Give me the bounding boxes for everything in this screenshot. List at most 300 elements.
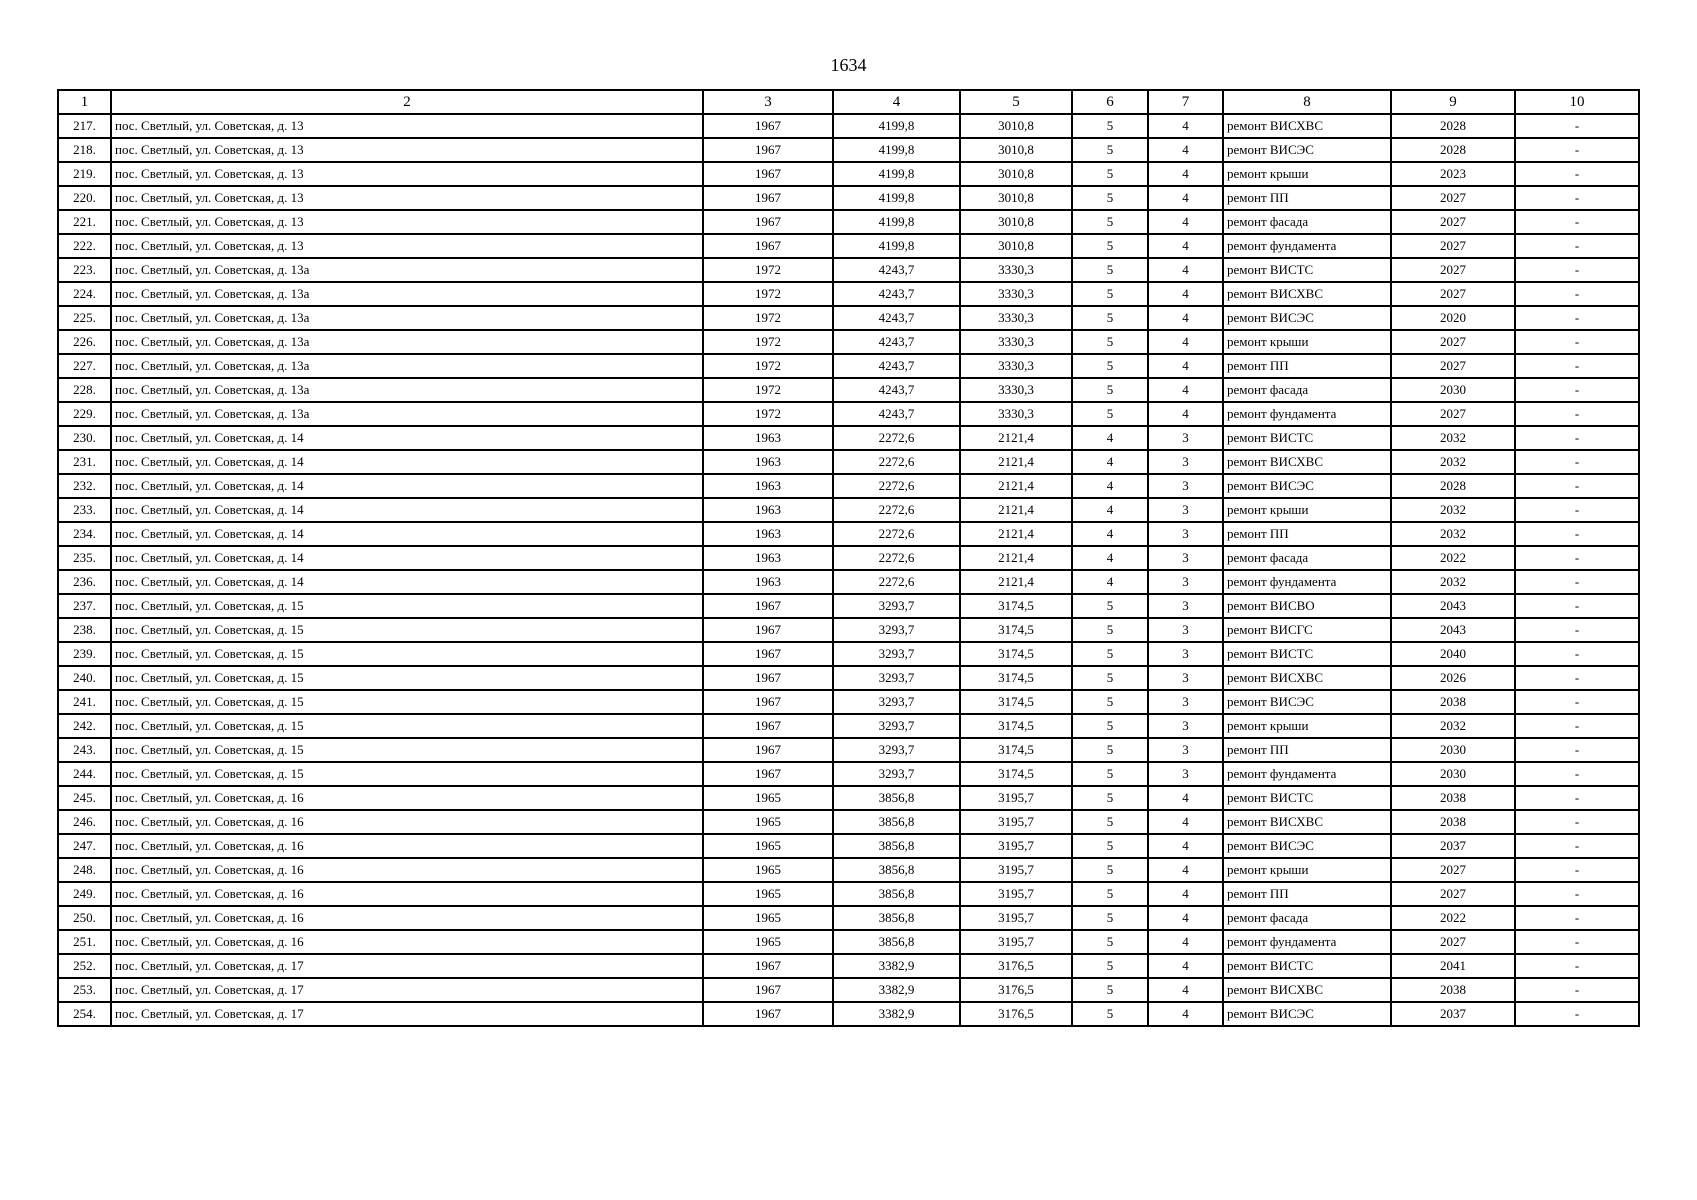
cell-work-type: ремонт крыши xyxy=(1223,498,1391,522)
cell-note: - xyxy=(1515,258,1639,282)
cell-row-number: 242. xyxy=(58,714,111,738)
cell-living-area: 3174,5 xyxy=(960,762,1072,786)
cell-note: - xyxy=(1515,666,1639,690)
cell-planned-year: 2027 xyxy=(1391,234,1515,258)
cell-note: - xyxy=(1515,930,1639,954)
cell-year-built: 1967 xyxy=(703,186,833,210)
cell-floors: 5 xyxy=(1072,786,1148,810)
cell-planned-year: 2027 xyxy=(1391,402,1515,426)
cell-floors: 4 xyxy=(1072,474,1148,498)
cell-note: - xyxy=(1515,354,1639,378)
cell-address: пос. Светлый, ул. Советская, д. 13 xyxy=(111,234,703,258)
table-row xyxy=(58,450,1639,474)
cell-floors: 5 xyxy=(1072,162,1148,186)
cell-address: пос. Светлый, ул. Советская, д. 13а xyxy=(111,354,703,378)
cell-planned-year: 2027 xyxy=(1391,186,1515,210)
table-row xyxy=(58,114,1639,138)
cell-planned-year: 2040 xyxy=(1391,642,1515,666)
cell-total-area: 4199,8 xyxy=(833,234,960,258)
cell-year-built: 1967 xyxy=(703,690,833,714)
cell-floors: 5 xyxy=(1072,234,1148,258)
cell-row-number: 217. xyxy=(58,114,111,138)
cell-year-built: 1965 xyxy=(703,930,833,954)
cell-floors: 5 xyxy=(1072,714,1148,738)
cell-year-built: 1967 xyxy=(703,618,833,642)
table-row xyxy=(58,762,1639,786)
cell-address: пос. Светлый, ул. Советская, д. 14 xyxy=(111,474,703,498)
cell-work-type: ремонт ВИСТС xyxy=(1223,642,1391,666)
cell-total-area: 3856,8 xyxy=(833,906,960,930)
cell-planned-year: 2032 xyxy=(1391,570,1515,594)
cell-entrances: 3 xyxy=(1148,498,1223,522)
cell-year-built: 1967 xyxy=(703,954,833,978)
cell-floors: 5 xyxy=(1072,378,1148,402)
cell-year-built: 1963 xyxy=(703,474,833,498)
cell-work-type: ремонт ВИСХВС xyxy=(1223,450,1391,474)
cell-living-area: 3330,3 xyxy=(960,306,1072,330)
cell-address: пос. Светлый, ул. Советская, д. 15 xyxy=(111,762,703,786)
cell-address: пос. Светлый, ул. Советская, д. 17 xyxy=(111,978,703,1002)
cell-address: пос. Светлый, ул. Советская, д. 15 xyxy=(111,594,703,618)
cell-note: - xyxy=(1515,378,1639,402)
cell-entrances: 3 xyxy=(1148,522,1223,546)
cell-living-area: 3010,8 xyxy=(960,210,1072,234)
table-row xyxy=(58,138,1639,162)
cell-work-type: ремонт ПП xyxy=(1223,882,1391,906)
cell-note: - xyxy=(1515,594,1639,618)
cell-address: пос. Светлый, ул. Советская, д. 13 xyxy=(111,114,703,138)
table-row xyxy=(58,162,1639,186)
cell-work-type: ремонт ВИСТС xyxy=(1223,258,1391,282)
table-row xyxy=(58,882,1639,906)
cell-year-built: 1967 xyxy=(703,234,833,258)
cell-total-area: 2272,6 xyxy=(833,498,960,522)
cell-row-number: 250. xyxy=(58,906,111,930)
cell-living-area: 3330,3 xyxy=(960,282,1072,306)
cell-floors: 5 xyxy=(1072,810,1148,834)
cell-planned-year: 2037 xyxy=(1391,1002,1515,1026)
cell-living-area: 3176,5 xyxy=(960,954,1072,978)
cell-living-area: 3174,5 xyxy=(960,714,1072,738)
cell-total-area: 3293,7 xyxy=(833,594,960,618)
cell-floors: 5 xyxy=(1072,618,1148,642)
cell-work-type: ремонт ПП xyxy=(1223,738,1391,762)
column-header-7: 7 xyxy=(1148,90,1223,114)
cell-row-number: 239. xyxy=(58,642,111,666)
cell-living-area: 3010,8 xyxy=(960,234,1072,258)
cell-row-number: 227. xyxy=(58,354,111,378)
cell-address: пос. Светлый, ул. Советская, д. 13 xyxy=(111,162,703,186)
cell-note: - xyxy=(1515,738,1639,762)
cell-floors: 5 xyxy=(1072,978,1148,1002)
cell-note: - xyxy=(1515,402,1639,426)
cell-planned-year: 2038 xyxy=(1391,786,1515,810)
cell-year-built: 1963 xyxy=(703,498,833,522)
cell-total-area: 2272,6 xyxy=(833,474,960,498)
column-header-10: 10 xyxy=(1515,90,1639,114)
cell-year-built: 1972 xyxy=(703,402,833,426)
cell-planned-year: 2023 xyxy=(1391,162,1515,186)
cell-planned-year: 2028 xyxy=(1391,138,1515,162)
cell-year-built: 1963 xyxy=(703,546,833,570)
cell-planned-year: 2027 xyxy=(1391,354,1515,378)
cell-year-built: 1967 xyxy=(703,114,833,138)
cell-total-area: 4243,7 xyxy=(833,354,960,378)
cell-year-built: 1967 xyxy=(703,1002,833,1026)
cell-total-area: 4243,7 xyxy=(833,306,960,330)
cell-living-area: 3010,8 xyxy=(960,162,1072,186)
cell-total-area: 3293,7 xyxy=(833,666,960,690)
cell-work-type: ремонт ВИСХВС xyxy=(1223,114,1391,138)
cell-work-type: ремонт фундамента xyxy=(1223,402,1391,426)
cell-entrances: 4 xyxy=(1148,786,1223,810)
cell-address: пос. Светлый, ул. Советская, д. 15 xyxy=(111,690,703,714)
cell-row-number: 234. xyxy=(58,522,111,546)
cell-living-area: 2121,4 xyxy=(960,570,1072,594)
table-row xyxy=(58,666,1639,690)
cell-year-built: 1972 xyxy=(703,306,833,330)
cell-note: - xyxy=(1515,978,1639,1002)
cell-year-built: 1967 xyxy=(703,738,833,762)
cell-living-area: 3010,8 xyxy=(960,138,1072,162)
cell-floors: 4 xyxy=(1072,522,1148,546)
cell-work-type: ремонт крыши xyxy=(1223,330,1391,354)
cell-entrances: 4 xyxy=(1148,978,1223,1002)
cell-note: - xyxy=(1515,954,1639,978)
cell-address: пос. Светлый, ул. Советская, д. 16 xyxy=(111,786,703,810)
cell-total-area: 3293,7 xyxy=(833,714,960,738)
cell-address: пос. Светлый, ул. Советская, д. 14 xyxy=(111,498,703,522)
cell-year-built: 1965 xyxy=(703,786,833,810)
cell-address: пос. Светлый, ул. Советская, д. 16 xyxy=(111,834,703,858)
cell-year-built: 1967 xyxy=(703,714,833,738)
cell-note: - xyxy=(1515,498,1639,522)
cell-address: пос. Светлый, ул. Советская, д. 13а xyxy=(111,330,703,354)
cell-work-type: ремонт ПП xyxy=(1223,186,1391,210)
cell-total-area: 4199,8 xyxy=(833,186,960,210)
cell-living-area: 3174,5 xyxy=(960,738,1072,762)
cell-address: пос. Светлый, ул. Советская, д. 13а xyxy=(111,306,703,330)
cell-floors: 5 xyxy=(1072,594,1148,618)
cell-address: пос. Светлый, ул. Советская, д. 13а xyxy=(111,402,703,426)
cell-note: - xyxy=(1515,306,1639,330)
column-header-2: 2 xyxy=(111,90,703,114)
cell-total-area: 2272,6 xyxy=(833,426,960,450)
cell-living-area: 3174,5 xyxy=(960,642,1072,666)
cell-entrances: 3 xyxy=(1148,762,1223,786)
cell-note: - xyxy=(1515,858,1639,882)
cell-note: - xyxy=(1515,450,1639,474)
table-row xyxy=(58,402,1639,426)
cell-floors: 5 xyxy=(1072,690,1148,714)
cell-year-built: 1972 xyxy=(703,258,833,282)
cell-floors: 5 xyxy=(1072,114,1148,138)
table-row xyxy=(58,594,1639,618)
table-row xyxy=(58,618,1639,642)
cell-planned-year: 2038 xyxy=(1391,978,1515,1002)
cell-planned-year: 2037 xyxy=(1391,834,1515,858)
table-row xyxy=(58,786,1639,810)
table-row xyxy=(58,978,1639,1002)
cell-total-area: 2272,6 xyxy=(833,570,960,594)
cell-planned-year: 2030 xyxy=(1391,738,1515,762)
table-row xyxy=(58,378,1639,402)
cell-work-type: ремонт фундамента xyxy=(1223,234,1391,258)
column-header-3: 3 xyxy=(703,90,833,114)
cell-work-type: ремонт ВИСЭС xyxy=(1223,474,1391,498)
cell-address: пос. Светлый, ул. Советская, д. 15 xyxy=(111,642,703,666)
table-row xyxy=(58,1002,1639,1026)
cell-note: - xyxy=(1515,138,1639,162)
cell-total-area: 3856,8 xyxy=(833,930,960,954)
cell-total-area: 4199,8 xyxy=(833,138,960,162)
cell-work-type: ремонт крыши xyxy=(1223,858,1391,882)
cell-entrances: 4 xyxy=(1148,162,1223,186)
cell-work-type: ремонт ВИСЭС xyxy=(1223,306,1391,330)
cell-note: - xyxy=(1515,546,1639,570)
cell-address: пос. Светлый, ул. Советская, д. 15 xyxy=(111,714,703,738)
table-row xyxy=(58,546,1639,570)
cell-entrances: 4 xyxy=(1148,114,1223,138)
cell-total-area: 3293,7 xyxy=(833,618,960,642)
cell-floors: 5 xyxy=(1072,858,1148,882)
cell-entrances: 4 xyxy=(1148,954,1223,978)
cell-floors: 5 xyxy=(1072,642,1148,666)
cell-work-type: ремонт ВИСЭС xyxy=(1223,834,1391,858)
table-row xyxy=(58,186,1639,210)
cell-year-built: 1967 xyxy=(703,978,833,1002)
cell-total-area: 3293,7 xyxy=(833,738,960,762)
cell-entrances: 3 xyxy=(1148,714,1223,738)
cell-year-built: 1972 xyxy=(703,330,833,354)
cell-planned-year: 2022 xyxy=(1391,906,1515,930)
cell-work-type: ремонт фасада xyxy=(1223,546,1391,570)
cell-total-area: 4243,7 xyxy=(833,258,960,282)
cell-floors: 5 xyxy=(1072,882,1148,906)
cell-entrances: 4 xyxy=(1148,354,1223,378)
cell-note: - xyxy=(1515,714,1639,738)
cell-total-area: 3382,9 xyxy=(833,1002,960,1026)
cell-planned-year: 2038 xyxy=(1391,690,1515,714)
cell-year-built: 1967 xyxy=(703,666,833,690)
cell-floors: 5 xyxy=(1072,138,1148,162)
cell-note: - xyxy=(1515,234,1639,258)
cell-entrances: 3 xyxy=(1148,618,1223,642)
cell-planned-year: 2030 xyxy=(1391,762,1515,786)
cell-work-type: ремонт крыши xyxy=(1223,714,1391,738)
cell-total-area: 4243,7 xyxy=(833,402,960,426)
cell-address: пос. Светлый, ул. Советская, д. 15 xyxy=(111,666,703,690)
cell-living-area: 3195,7 xyxy=(960,906,1072,930)
cell-total-area: 4199,8 xyxy=(833,210,960,234)
cell-year-built: 1965 xyxy=(703,906,833,930)
cell-note: - xyxy=(1515,1002,1639,1026)
cell-row-number: 248. xyxy=(58,858,111,882)
cell-total-area: 3856,8 xyxy=(833,882,960,906)
cell-address: пос. Светлый, ул. Советская, д. 16 xyxy=(111,930,703,954)
cell-work-type: ремонт крыши xyxy=(1223,162,1391,186)
table-row xyxy=(58,930,1639,954)
cell-planned-year: 2032 xyxy=(1391,450,1515,474)
cell-year-built: 1965 xyxy=(703,834,833,858)
cell-note: - xyxy=(1515,522,1639,546)
cell-address: пос. Светлый, ул. Советская, д. 13 xyxy=(111,210,703,234)
cell-note: - xyxy=(1515,810,1639,834)
cell-entrances: 4 xyxy=(1148,930,1223,954)
cell-row-number: 241. xyxy=(58,690,111,714)
cell-total-area: 2272,6 xyxy=(833,450,960,474)
cell-entrances: 3 xyxy=(1148,738,1223,762)
cell-row-number: 245. xyxy=(58,786,111,810)
cell-planned-year: 2027 xyxy=(1391,930,1515,954)
cell-floors: 4 xyxy=(1072,426,1148,450)
cell-address: пос. Светлый, ул. Советская, д. 16 xyxy=(111,906,703,930)
cell-floors: 5 xyxy=(1072,330,1148,354)
cell-note: - xyxy=(1515,762,1639,786)
cell-total-area: 3293,7 xyxy=(833,690,960,714)
cell-floors: 5 xyxy=(1072,930,1148,954)
cell-floors: 5 xyxy=(1072,666,1148,690)
cell-note: - xyxy=(1515,186,1639,210)
cell-total-area: 3856,8 xyxy=(833,810,960,834)
cell-row-number: 232. xyxy=(58,474,111,498)
cell-floors: 5 xyxy=(1072,186,1148,210)
cell-year-built: 1967 xyxy=(703,642,833,666)
cell-address: пос. Светлый, ул. Советская, д. 16 xyxy=(111,882,703,906)
table-row xyxy=(58,858,1639,882)
cell-note: - xyxy=(1515,906,1639,930)
cell-total-area: 4199,8 xyxy=(833,162,960,186)
table-row xyxy=(58,426,1639,450)
table-row xyxy=(58,330,1639,354)
cell-row-number: 224. xyxy=(58,282,111,306)
cell-address: пос. Светлый, ул. Советская, д. 15 xyxy=(111,618,703,642)
cell-row-number: 228. xyxy=(58,378,111,402)
cell-work-type: ремонт ВИСЭС xyxy=(1223,1002,1391,1026)
cell-work-type: ремонт фасада xyxy=(1223,906,1391,930)
cell-address: пос. Светлый, ул. Советская, д. 16 xyxy=(111,858,703,882)
cell-year-built: 1965 xyxy=(703,858,833,882)
table-row xyxy=(58,642,1639,666)
cell-planned-year: 2027 xyxy=(1391,210,1515,234)
cell-total-area: 3382,9 xyxy=(833,954,960,978)
cell-row-number: 230. xyxy=(58,426,111,450)
cell-address: пос. Светлый, ул. Советская, д. 13а xyxy=(111,378,703,402)
cell-note: - xyxy=(1515,282,1639,306)
cell-living-area: 3176,5 xyxy=(960,1002,1072,1026)
cell-note: - xyxy=(1515,210,1639,234)
cell-living-area: 3174,5 xyxy=(960,690,1072,714)
cell-living-area: 3330,3 xyxy=(960,258,1072,282)
table-row xyxy=(58,954,1639,978)
cell-work-type: ремонт ВИСХВС xyxy=(1223,810,1391,834)
cell-year-built: 1965 xyxy=(703,810,833,834)
cell-planned-year: 2030 xyxy=(1391,378,1515,402)
cell-row-number: 218. xyxy=(58,138,111,162)
cell-work-type: ремонт фундамента xyxy=(1223,570,1391,594)
cell-living-area: 3330,3 xyxy=(960,402,1072,426)
cell-living-area: 2121,4 xyxy=(960,474,1072,498)
cell-planned-year: 2032 xyxy=(1391,498,1515,522)
cell-floors: 5 xyxy=(1072,906,1148,930)
cell-planned-year: 2027 xyxy=(1391,258,1515,282)
cell-living-area: 3330,3 xyxy=(960,330,1072,354)
cell-entrances: 4 xyxy=(1148,834,1223,858)
cell-address: пос. Светлый, ул. Советская, д. 14 xyxy=(111,522,703,546)
cell-row-number: 253. xyxy=(58,978,111,1002)
cell-living-area: 3195,7 xyxy=(960,786,1072,810)
cell-total-area: 4243,7 xyxy=(833,330,960,354)
cell-work-type: ремонт ВИСТС xyxy=(1223,426,1391,450)
cell-living-area: 3174,5 xyxy=(960,594,1072,618)
cell-note: - xyxy=(1515,834,1639,858)
cell-floors: 5 xyxy=(1072,834,1148,858)
table-row xyxy=(58,354,1639,378)
column-header-1: 1 xyxy=(58,90,111,114)
cell-living-area: 3174,5 xyxy=(960,666,1072,690)
column-header-8: 8 xyxy=(1223,90,1391,114)
cell-floors: 4 xyxy=(1072,546,1148,570)
cell-work-type: ремонт фасада xyxy=(1223,378,1391,402)
cell-row-number: 235. xyxy=(58,546,111,570)
cell-total-area: 3856,8 xyxy=(833,834,960,858)
column-header-6: 6 xyxy=(1072,90,1148,114)
cell-entrances: 4 xyxy=(1148,306,1223,330)
cell-note: - xyxy=(1515,618,1639,642)
column-header-9: 9 xyxy=(1391,90,1515,114)
cell-entrances: 3 xyxy=(1148,450,1223,474)
table-row xyxy=(58,834,1639,858)
cell-planned-year: 2022 xyxy=(1391,546,1515,570)
cell-note: - xyxy=(1515,882,1639,906)
cell-entrances: 3 xyxy=(1148,690,1223,714)
cell-address: пос. Светлый, ул. Советская, д. 13 xyxy=(111,138,703,162)
cell-planned-year: 2027 xyxy=(1391,882,1515,906)
cell-year-built: 1972 xyxy=(703,282,833,306)
table-row xyxy=(58,810,1639,834)
cell-living-area: 3010,8 xyxy=(960,114,1072,138)
cell-entrances: 4 xyxy=(1148,1002,1223,1026)
cell-row-number: 243. xyxy=(58,738,111,762)
cell-total-area: 4199,8 xyxy=(833,114,960,138)
cell-address: пос. Светлый, ул. Советская, д. 14 xyxy=(111,426,703,450)
cell-address: пос. Светлый, ул. Советская, д. 13а xyxy=(111,282,703,306)
cell-total-area: 3293,7 xyxy=(833,642,960,666)
cell-planned-year: 2032 xyxy=(1391,426,1515,450)
cell-note: - xyxy=(1515,690,1639,714)
cell-living-area: 3330,3 xyxy=(960,378,1072,402)
cell-total-area: 2272,6 xyxy=(833,522,960,546)
cell-floors: 4 xyxy=(1072,450,1148,474)
cell-work-type: ремонт фундамента xyxy=(1223,930,1391,954)
cell-note: - xyxy=(1515,114,1639,138)
cell-work-type: ремонт ВИСГС xyxy=(1223,618,1391,642)
cell-row-number: 221. xyxy=(58,210,111,234)
table-row xyxy=(58,498,1639,522)
table-row xyxy=(58,306,1639,330)
cell-planned-year: 2038 xyxy=(1391,810,1515,834)
cell-total-area: 4243,7 xyxy=(833,282,960,306)
page-number: 1634 xyxy=(830,55,867,75)
cell-floors: 5 xyxy=(1072,738,1148,762)
cell-planned-year: 2043 xyxy=(1391,594,1515,618)
cell-row-number: 237. xyxy=(58,594,111,618)
table-row xyxy=(58,522,1639,546)
cell-row-number: 226. xyxy=(58,330,111,354)
repair-schedule-table xyxy=(57,89,1640,1027)
table-row xyxy=(58,738,1639,762)
cell-address: пос. Светлый, ул. Советская, д. 15 xyxy=(111,738,703,762)
